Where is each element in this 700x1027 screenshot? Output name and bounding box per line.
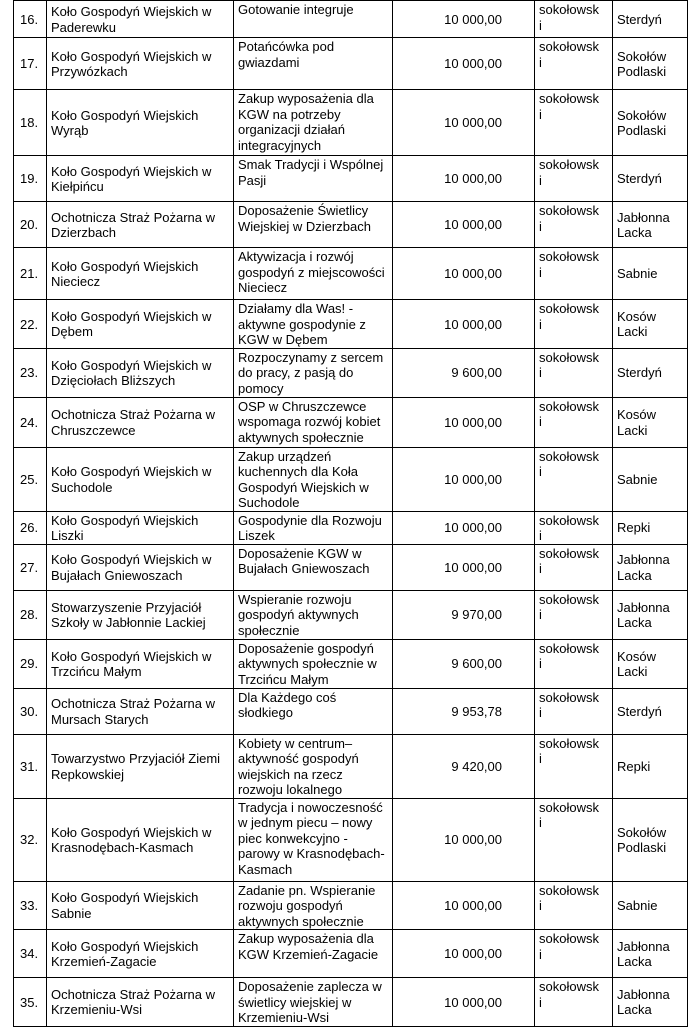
county-name: sokołowsk i	[535, 590, 613, 639]
commune-name: Sterdyń	[613, 1, 688, 38]
table-row	[14, 248, 688, 300]
grant-amount: 9 420,00	[393, 734, 535, 798]
commune-name: Kosów Lacki	[613, 300, 688, 349]
organization-name: Ochotnicza Straż Pożarna w Chruszczewce	[47, 397, 234, 447]
grant-amount: 10 000,00	[393, 881, 535, 930]
grants-table	[13, 0, 688, 1027]
county-name: sokołowsk i	[535, 348, 613, 397]
table-row	[14, 156, 688, 202]
commune-name: Kosów Lacki	[613, 397, 688, 447]
grant-amount: 10 000,00	[393, 544, 535, 590]
table-row	[14, 1, 688, 38]
row-number: 22.	[14, 300, 47, 349]
commune-name: Jabłonna Lacka	[613, 202, 688, 248]
task-title: Doposażenie zaplecza w świetlicy wiejskiej w Krzemieniu-Wsi	[234, 978, 393, 1027]
task-title: Działamy dla Was! - aktywne gospodynie z KGW w Dębem	[234, 300, 393, 349]
table-row	[14, 930, 688, 978]
table-row	[14, 38, 688, 90]
grant-amount: 10 000,00	[393, 397, 535, 447]
commune-name: Jabłonna Lacka	[613, 930, 688, 978]
county-name: sokołowsk i	[535, 688, 613, 734]
row-number: 32.	[14, 798, 47, 881]
table-row	[14, 590, 688, 639]
grant-amount: 9 600,00	[393, 639, 535, 688]
table-row	[14, 397, 688, 447]
county-name: sokołowsk i	[535, 978, 613, 1027]
organization-name: Ochotnicza Straż Pożarna w Krzemieniu-Wsi	[47, 978, 234, 1027]
county-name: sokołowsk i	[535, 447, 613, 511]
row-number: 27.	[14, 544, 47, 590]
grant-amount: 10 000,00	[393, 248, 535, 300]
table-row	[14, 978, 688, 1027]
row-number: 17.	[14, 38, 47, 90]
grant-amount: 9 953,78	[393, 688, 535, 734]
task-title: Kobiety w centrum– aktywność gospodyń wiejskich na rzecz rozwoju lokalnego	[234, 734, 393, 798]
county-name: sokołowsk i	[535, 798, 613, 881]
county-name: sokołowsk i	[535, 639, 613, 688]
commune-name: Sokołów Podlaski	[613, 798, 688, 881]
county-name: sokołowsk i	[535, 248, 613, 300]
county-name: sokołowsk i	[535, 300, 613, 349]
task-title: Wspieranie rozwoju gospodyń aktywnych społecznie	[234, 590, 393, 639]
row-number: 23.	[14, 348, 47, 397]
commune-name: Sterdyń	[613, 348, 688, 397]
county-name: sokołowsk i	[535, 511, 613, 544]
organization-name: Koło Gospodyń Wiejskich w Przywózkach	[47, 38, 234, 90]
organization-name: Koło Gospodyń Wiejskich Krzemień-Zagacie	[47, 930, 234, 978]
organization-name: Stowarzyszenie Przyjaciół Szkoły w Jabłonnie Lackiej	[47, 590, 234, 639]
row-number: 34.	[14, 930, 47, 978]
table-row	[14, 90, 688, 156]
commune-name: Sokołów Podlaski	[613, 38, 688, 90]
row-number: 35.	[14, 978, 47, 1027]
table-row	[14, 639, 688, 688]
table-row	[14, 734, 688, 798]
organization-name: Towarzystwo Przyjaciół Ziemi Repkowskiej	[47, 734, 234, 798]
commune-name: Sabnie	[613, 881, 688, 930]
row-number: 19.	[14, 156, 47, 202]
commune-name: Jabłonna Lacka	[613, 590, 688, 639]
row-number: 21.	[14, 248, 47, 300]
organization-name: Koło Gospodyń Wiejskich w Kiełpińcu	[47, 156, 234, 202]
task-title: Aktywizacja i rozwój gospodyń z miejscowości Nieciecz	[234, 248, 393, 300]
row-number: 20.	[14, 202, 47, 248]
table-row	[14, 511, 688, 544]
organization-name: Ochotnicza Straż Pożarna w Dzierzbach	[47, 202, 234, 248]
grant-amount: 10 000,00	[393, 90, 535, 156]
organization-name: Koło Gospodyń Wiejskich Nieciecz	[47, 248, 234, 300]
row-number: 16.	[14, 1, 47, 38]
task-title: Gotowanie integruje	[234, 1, 393, 38]
task-title: Rozpoczynamy z sercem do pracy, z pasją do pomocy	[234, 348, 393, 397]
organization-name: Koło Gospodyń Wiejskich w Bujałach Gniewoszach	[47, 544, 234, 590]
grant-amount: 10 000,00	[393, 978, 535, 1027]
grant-amount: 10 000,00	[393, 156, 535, 202]
row-number: 33.	[14, 881, 47, 930]
county-name: sokołowsk i	[535, 90, 613, 156]
organization-name: Koło Gospodyń Wiejskich Liszki	[47, 511, 234, 544]
task-title: Zadanie pn. Wspieranie rozwoju gospodyń aktywnych społecznie	[234, 881, 393, 930]
grant-amount: 10 000,00	[393, 930, 535, 978]
task-title: Gospodynie dla Rozwoju Liszek	[234, 511, 393, 544]
county-name: sokołowsk i	[535, 156, 613, 202]
county-name: sokołowsk i	[535, 397, 613, 447]
organization-name: Koło Gospodyń Wiejskich w Suchodole	[47, 447, 234, 511]
table-row	[14, 202, 688, 248]
task-title: Dla Każdego coś słodkiego	[234, 688, 393, 734]
row-number: 31.	[14, 734, 47, 798]
row-number: 24.	[14, 397, 47, 447]
table-row	[14, 798, 688, 881]
task-title: Tradycja i nowoczesność w jednym piecu – nowy piec konwekcyjno - parowy w Krasnodębach-Kasmach	[234, 798, 393, 881]
row-number: 25.	[14, 447, 47, 511]
task-title: Doposażenie gospodyń aktywnych społecznie w Trzcińcu Małym	[234, 639, 393, 688]
organization-name: Koło Gospodyń Wiejskich w Krasnodębach-Kasmach	[47, 798, 234, 881]
task-title: Zakup urządzeń kuchennych dla Koła Gospodyń Wiejskich w Suchodole	[234, 447, 393, 511]
task-title: Smak Tradycji i Wspólnej Pasji	[234, 156, 393, 202]
county-name: sokołowsk i	[535, 734, 613, 798]
row-number: 28.	[14, 590, 47, 639]
commune-name: Kosów Lacki	[613, 639, 688, 688]
county-name: sokołowsk i	[535, 544, 613, 590]
grant-amount: 10 000,00	[393, 38, 535, 90]
grant-amount: 9 970,00	[393, 590, 535, 639]
grant-amount: 10 000,00	[393, 300, 535, 349]
organization-name: Koło Gospodyń Wiejskich w Paderewku	[47, 1, 234, 38]
commune-name: Sterdyń	[613, 688, 688, 734]
table-row	[14, 881, 688, 930]
task-title: Potańcówka pod gwiazdami	[234, 38, 393, 90]
commune-name: Sabnie	[613, 248, 688, 300]
grant-amount: 9 600,00	[393, 348, 535, 397]
task-title: OSP w Chruszczewce wspomaga rozwój kobiet aktywnych społecznie	[234, 397, 393, 447]
organization-name: Koło Gospodyń Wiejskich w Trzcińcu Małym	[47, 639, 234, 688]
organization-name: Koło Gospodyń Wiejskich w Dzięciołach Bliższych	[47, 348, 234, 397]
row-number: 18.	[14, 90, 47, 156]
table-row	[14, 348, 688, 397]
grant-amount: 10 000,00	[393, 447, 535, 511]
commune-name: Jabłonna Lacka	[613, 544, 688, 590]
task-title: Doposażenie Świetlicy Wiejskiej w Dzierzbach	[234, 202, 393, 248]
organization-name: Ochotnicza Straż Pożarna w Mursach Starych	[47, 688, 234, 734]
commune-name: Jabłonna Lacka	[613, 978, 688, 1027]
task-title: Zakup wyposażenia dla KGW na potrzeby organizacji działań integracyjnych	[234, 90, 393, 156]
organization-name: Koło Gospodyń Wiejskich Sabnie	[47, 881, 234, 930]
county-name: sokołowsk i	[535, 202, 613, 248]
commune-name: Repki	[613, 734, 688, 798]
commune-name: Repki	[613, 511, 688, 544]
commune-name: Sokołów Podlaski	[613, 90, 688, 156]
row-number: 30.	[14, 688, 47, 734]
county-name: sokołowsk i	[535, 930, 613, 978]
organization-name: Koło Gospodyń Wiejskich w Dębem	[47, 300, 234, 349]
county-name: sokołowsk i	[535, 1, 613, 38]
table-row	[14, 447, 688, 511]
grant-amount: 10 000,00	[393, 1, 535, 38]
commune-name: Sabnie	[613, 447, 688, 511]
task-title: Zakup wyposażenia dla KGW Krzemień-Zagacie	[234, 930, 393, 978]
organization-name: Koło Gospodyń Wiejskich Wyrąb	[47, 90, 234, 156]
county-name: sokołowsk i	[535, 38, 613, 90]
table-row	[14, 300, 688, 349]
grants-table-body	[14, 1, 688, 1027]
grant-amount: 10 000,00	[393, 202, 535, 248]
row-number: 29.	[14, 639, 47, 688]
task-title: Doposażenie KGW w Bujałach Gniewoszach	[234, 544, 393, 590]
county-name: sokołowsk i	[535, 881, 613, 930]
table-row	[14, 688, 688, 734]
table-row	[14, 544, 688, 590]
grant-amount: 10 000,00	[393, 511, 535, 544]
row-number: 26.	[14, 511, 47, 544]
grant-amount: 10 000,00	[393, 798, 535, 881]
commune-name: Sterdyń	[613, 156, 688, 202]
